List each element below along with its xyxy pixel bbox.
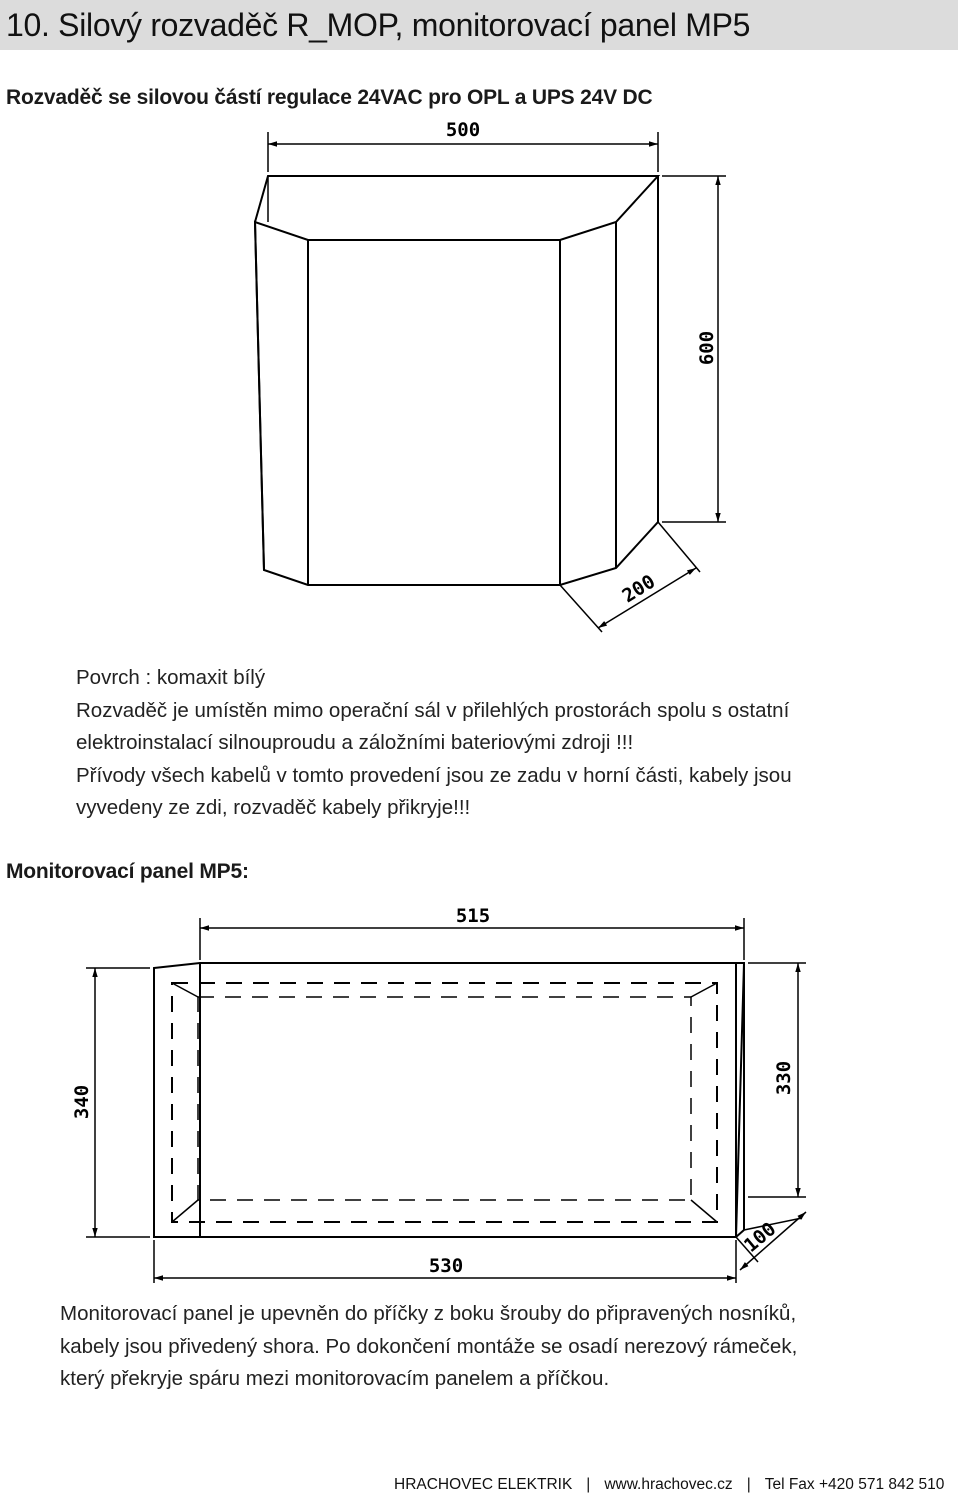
monitor-panel-description — [60, 1298, 940, 1396]
page-title: 10. Silový rozvaděč R_MOP, monitorovací panel MP5 — [6, 7, 751, 43]
label-width-515: 515 — [455, 905, 491, 927]
description-line: Rozvaděč je umístěn mimo operační sál v přilehlých prostorách spolu s ostatní — [76, 698, 790, 722]
label-depth-200: 200 — [618, 570, 660, 608]
description-line: elektroinstalací silnouproudu a záložními bateriovými zdroji !!! — [76, 731, 634, 754]
panel-outer-frame — [154, 963, 744, 1237]
section-heading-switchboard: Rozvaděč se silovou částí regulace 24VAC pro OPL a UPS 24V DC — [6, 86, 653, 109]
switchboard-drawing — [255, 132, 726, 632]
switchboard-description — [76, 662, 946, 825]
label-height-330: 330 — [773, 1060, 795, 1096]
cabinet-outline — [255, 176, 658, 585]
description-line: Povrch : komaxit bílý — [76, 666, 266, 689]
description-line: Monitorovací panel je upevněn do příčky z boku šrouby do připravených nosníků, — [60, 1302, 797, 1325]
footer-company: HRACHOVEC ELEKTRIK — [394, 1476, 573, 1493]
label-width-530: 530 — [428, 1255, 464, 1277]
label-height-600: 600 — [696, 330, 718, 366]
description-line: vyvedeny ze zdi, rozvaděč kabely přikryje!!! — [76, 796, 471, 819]
label-depth-100: 100 — [739, 1217, 781, 1257]
footer-website-link[interactable]: www.hrachovec.cz — [604, 1476, 733, 1493]
label-width-500: 500 — [445, 119, 481, 141]
monitor-panel-drawing — [86, 918, 806, 1283]
label-height-340: 340 — [71, 1084, 93, 1120]
description-line: Přívody všech kabelů v tomto provedení jsou ze zadu v horní části, kabely jsou — [76, 763, 792, 787]
footer-separator: | — [586, 1476, 591, 1493]
footer-separator: | — [746, 1476, 751, 1493]
panel-inner-dashed — [172, 983, 717, 1222]
description-line: který překryje spáru mezi monitorovacím panelem a příčkou. — [60, 1367, 610, 1390]
dimension-depth — [560, 522, 700, 632]
description-line: kabely jsou přivedený shora. Po dokončení montáže se osadí nerezový rámeček, — [60, 1334, 798, 1358]
page-footer — [394, 1476, 944, 1494]
section-heading-monitor-panel: Monitorovací panel MP5: — [6, 860, 249, 883]
dimension-340 — [86, 968, 150, 1237]
footer-phone: Tel Fax +420 571 842 510 — [764, 1476, 945, 1493]
